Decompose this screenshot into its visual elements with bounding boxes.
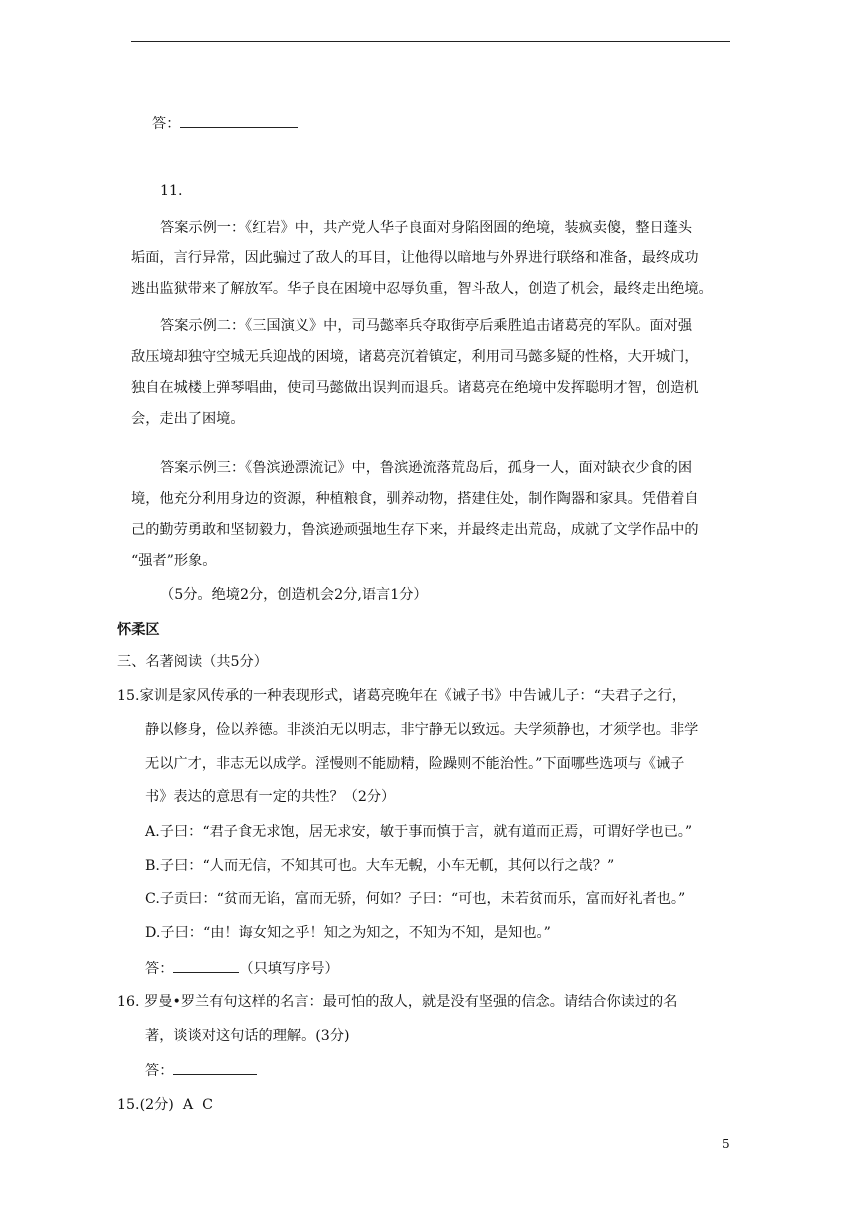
answer-line-top bbox=[152, 113, 298, 134]
q11-ex3-line2: 境，他充分利用身边的资源，种植粮食，驯养动物，搭建住处，制作陶器和家具。凭借着自 bbox=[131, 491, 699, 507]
q15-answer-line bbox=[145, 958, 339, 979]
q11-number: 11. bbox=[160, 183, 183, 199]
q15-answer-blank[interactable] bbox=[173, 958, 239, 973]
q11-scoring: （5分。绝境2分，创造机会2分,语言1分） bbox=[160, 587, 428, 603]
section-title: 三、名著阅读（共5分） bbox=[117, 654, 268, 670]
q11-ex3-line3: 己的勤劳勇敢和坚韧毅力，鲁滨逊顽强地生存下来，并最终走出荒岛，成就了文学作品中的 bbox=[131, 522, 699, 538]
q15-line1: 15.家训是家风传承的一种表现形式，诸葛亮晚年在《诫子书》中告诫儿子：“夫君子之行， bbox=[117, 688, 686, 704]
q15-option-d: D.子曰：“由！诲女知之乎！知之为知之，不知为不知，是知也。” bbox=[145, 925, 551, 941]
answer-15: 15.(2分) A C bbox=[117, 1097, 213, 1113]
q16-answer-line bbox=[145, 1060, 257, 1081]
q16-answer-blank[interactable] bbox=[173, 1060, 257, 1075]
district-heading: 怀柔区 bbox=[117, 622, 160, 638]
q15-line3: 无以广才，非志无以成学。淫慢则不能励精，险躁则不能治性。”下面哪些选项与《诫子 bbox=[145, 756, 685, 772]
q15-option-a: A.子曰：“君子食无求饱，居无求安，敏于事而慎于言，就有道而正焉，可谓好学也已。” bbox=[145, 824, 693, 840]
q11-ex1-line2: 垢面，言行异常，因此骗过了敌人的耳目，让他得以暗地与外界进行联络和准备，最终成功 bbox=[131, 250, 699, 266]
q15-answer-note: （只填写序号） bbox=[239, 961, 339, 977]
q11-ex3-line4: “强者”形象。 bbox=[131, 553, 217, 569]
q11-ex1-line3: 逃出监狱带来了解放军。华子良在困境中忍辱负重，智斗敌人，创造了机会，最终走出绝境。 bbox=[131, 281, 713, 297]
q15-line2: 静以修身，俭以养德。非淡泊无以明志，非宁静无以致远。夫学须静也，才须学也。非学 bbox=[145, 722, 699, 738]
q16-line2: 著，谈谈对这句话的理解。(3分) bbox=[145, 1028, 350, 1044]
q11-ex2-line4: 会，走出了困境。 bbox=[131, 411, 245, 427]
answer-blank[interactable] bbox=[180, 113, 298, 128]
page-number: 5 bbox=[722, 1137, 730, 1151]
q11-ex3-line1: 答案示例三：《鲁滨逊漂流记》中，鲁滨逊流落荒岛后，孤身一人，面对缺衣少食的困 bbox=[160, 460, 693, 476]
q15-option-b: B.子曰：“人而无信，不知其可也。大车无輗，小车无軏，其何以行之哉？” bbox=[145, 858, 615, 874]
q15-option-c: C.子贡曰：“贫而无谄，富而无骄，何如？子曰：“可也，未若贫而乐，富而好礼者也。” bbox=[145, 891, 686, 907]
q11-ex1-line1: 答案示例一：《红岩》中，共产党人华子良面对身陷囹圄的绝境，装疯卖傻，整日蓬头 bbox=[160, 220, 693, 236]
q11-ex2-line3: 独自在城楼上弹琴唱曲，使司马懿做出误判而退兵。诸葛亮在绝境中发挥聪明才智，创造机 bbox=[131, 380, 699, 396]
header-rule bbox=[131, 41, 730, 42]
answer-label: 答： bbox=[152, 116, 181, 132]
q16-line1: 16. 罗曼•罗兰有句这样的名言：最可怕的敌人，就是没有坚强的信念。请结合你读过的名 bbox=[117, 994, 678, 1010]
q15-line4: 书》表达的意思有一定的共性？（2分） bbox=[145, 789, 396, 805]
q11-ex2-line1: 答案示例二：《三国演义》中，司马懿率兵夺取街亭后乘胜追击诸葛亮的军队。面对强 bbox=[160, 318, 693, 334]
q16-answer-label: 答： bbox=[145, 1063, 174, 1079]
q15-answer-label: 答： bbox=[145, 961, 174, 977]
q11-ex2-line2: 敌压境却独守空城无兵迎战的困境，诸葛亮沉着镇定，利用司马懿多疑的性格，大开城门， bbox=[131, 349, 699, 365]
